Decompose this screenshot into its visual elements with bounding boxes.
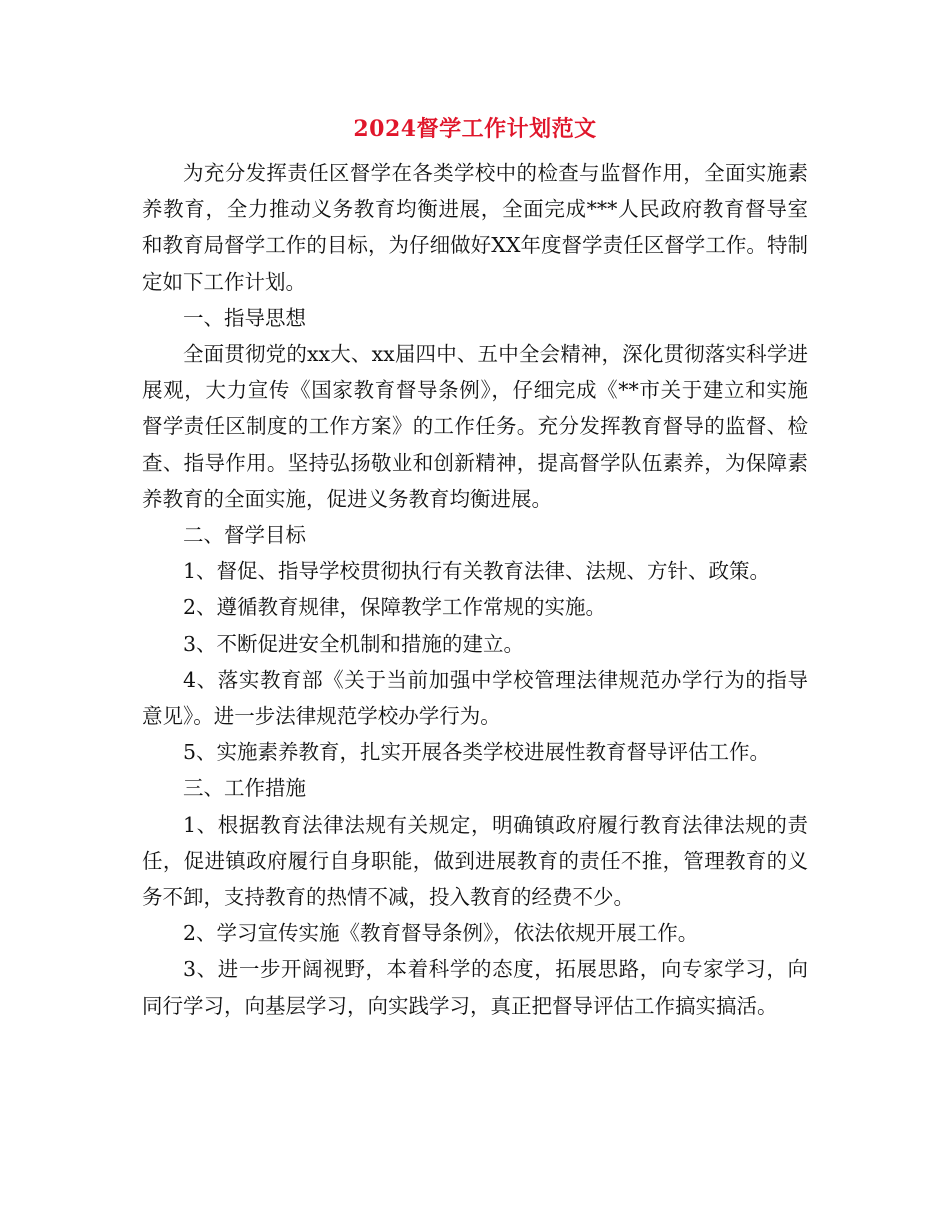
goal-item-3: 3、不断促进安全机制和措施的建立。 [183,631,525,656]
measure-item-1: 1、根据教育法律法规有关规定，明确镇政府履行教育法律法规的责任，促进镇政府履行自身职能，做到进展教育的责任不推，管理教育的义务不卸，支持教育的热情不减，投入教育的经费不少。 [142,812,808,910]
section-heading-measures: 三、工作措施 [183,776,306,801]
goal-item-4: 4、落实教育部《关于当前加强中学校管理法律规范办学行为的指导意见》。进一步法律规范学校办学行为。 [142,667,808,729]
measure-item-2: 2、学习宣传实施《教育督导条例》，依法依规开展工作。 [183,921,699,946]
document-body [142,155,808,1024]
section-heading-goals: 二、督学目标 [183,523,306,548]
intro-paragraph: 为充分发挥责任区督学在各类学校中的检查与监督作用，全面实施素养教育，全力推动义务教育均衡进展，全面完成***人民政府教育督导室和教育局督学工作的目标，为仔细做好XX年度督学责任区督学工作。特制定如下工作计划。 [142,161,808,294]
guiding-ideology-paragraph: 全面贯彻党的xx大、xx届四中、五中全会精神，深化贯彻落实科学进展观，大力宣传《国家教育督导条例》，仔细完成《**市关于建立和实施督学责任区制度的工作方案》的工作任务。充分发挥教育督导的监督、检查、指导作用。坚持弘扬敬业和创新精神，提高督学队伍素养，为保障素养教育的全面实施，促进义务教育均衡进展。 [142,342,808,511]
goal-item-1: 1、督促、指导学校贯彻执行有关教育法律、法规、方针、政策。 [183,559,771,584]
goal-item-5: 5、实施素养教育，扎实开展各类学校进展性教育督导评估工作。 [183,740,771,765]
goal-item-2: 2、遵循教育规律，保障教学工作常规的实施。 [183,595,607,620]
section-heading-guiding-ideology: 一、指导思想 [183,305,306,330]
document-title: 2024督学工作计划范文 [353,116,597,142]
measure-item-3: 3、进一步开阔视野，本着科学的态度，拓展思路，向专家学习，向同行学习，向基层学习，向实践学习，真正把督导评估工作搞实搞活。 [142,957,808,1018]
